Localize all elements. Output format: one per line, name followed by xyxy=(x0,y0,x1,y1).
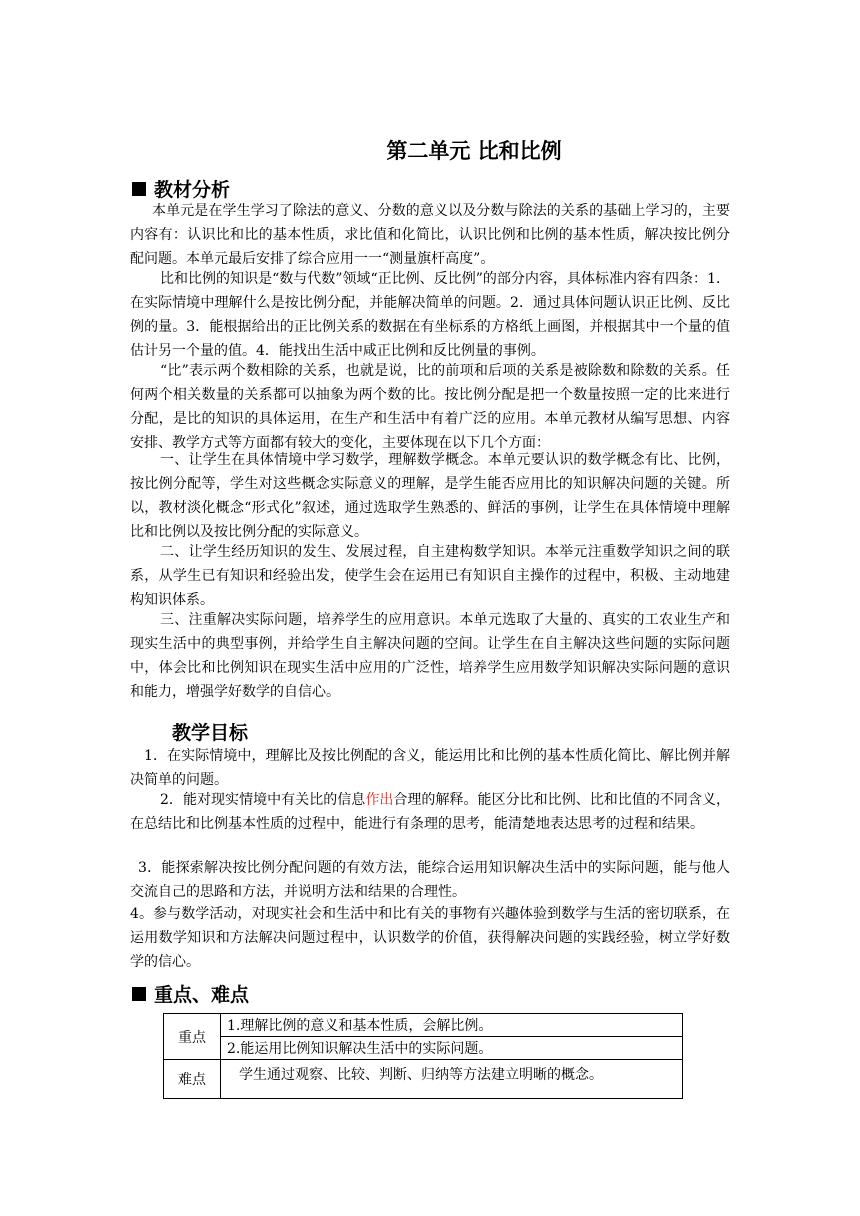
paragraph: 本单元是在学生学习了除法的意义、分数的意义以及分数与除法的关系的基础上学习的，主要内容有：认识比和比的基本性质，求比值和化简比，认识比例和比例的基本性质，解决按比例分配问题。本单元最后安排了综合应用一一“测量旗杆高度”。 xyxy=(130,203,730,267)
section-heading-goals: 教学目标 xyxy=(172,722,249,744)
table-row xyxy=(164,1060,683,1099)
table-cell: 学生通过观察、比较、判断、归纳等方法建立明晰的概念。 xyxy=(221,1060,683,1099)
difficulty-label-cell: 难点 xyxy=(164,1060,221,1099)
table-cell: 2.能运用比例知识解决生活中的实际问题。 xyxy=(221,1037,683,1060)
table-row xyxy=(164,1014,683,1037)
section-heading-key-points xyxy=(132,980,249,1007)
goal-item: 3．能探索解决按比例分配问题的有效方法，能综合运用知识解决生活中的实际问题，能与他人交流自己的思路和方法，并说明方法和结果的合理性。 xyxy=(130,860,730,900)
page-title: 第二单元 比和比例 xyxy=(386,139,562,163)
key-points-table xyxy=(163,1013,683,1099)
goal-item xyxy=(130,788,730,836)
square-bullet-icon xyxy=(132,182,146,196)
goal-item: 1．在实际情境中，理解比及按比例配的含义，能运用比和比例的基本性质化简比、解比例并解决简单的问题。 xyxy=(130,748,730,788)
section-heading-analysis xyxy=(132,175,230,202)
goal-text: 合理的解释。能区分比和比例、比和比值的不同含义，在总结比和比例基本性质的过程中，能进行有条理的思考，能清楚地表达思考的过程和结果。 xyxy=(130,792,730,832)
heading-text: 重点、难点 xyxy=(154,984,250,1006)
highlighted-text: 作出 xyxy=(365,792,394,808)
paragraph: “比”表示两个数相除的关系，也就是说，比的前项和后项的关系是被除数和除数的关系。任何两个相关数量的关系都可以抽象为两个数的比。按比例分配是把一个数量按照一定的比来进行分配，是比的知识的具体运用，在生产和生活中有着广泛的应用。本单元教材从编写思想、内容安排、教学方式等方面都有较大的变化，主要体现在以下几个方面： xyxy=(130,363,730,451)
table-row xyxy=(164,1037,683,1060)
key-label-cell: 重点 xyxy=(164,1014,221,1060)
paragraph: 二、让学生经历知识的发生、发展过程，自主建构数学知识。本举元注重数学知识之间的联系，从学生已有知识和经验出发，使学生会在运用已有知识自主操作的过程中，积极、主动地建构知识体系。 xyxy=(130,544,730,608)
square-bullet-icon xyxy=(132,987,146,1001)
table-cell: 1.理解比例的意义和基本性质，会解比例。 xyxy=(221,1014,683,1037)
paragraph: 一、让学生在具体情境中学习数学，理解数学概念。本单元要认识的数学概念有比、比例，按比例分配等，学生对这些概念实际意义的理解，是学生能否应用比的知识解决问题的关键。所以，教材淡化概念“形式化”叙述，通过选取学生熟悉的、鲜活的事例，让学生在具体情境中理解比和比例以及按比例分配的实际意义。 xyxy=(130,452,730,540)
goal-text: 2．能对现实情境中有关比的信息 xyxy=(160,792,366,808)
paragraph: 三、注重解决实际问题，培养学生的应用意识。本单元选取了大量的、真实的工农业生产和现实生活中的典型事例，并给学生自主解决问题的空间。让学生在自主解决这些问题的实际问题中，体会比和比例知识在现实生活中应用的广泛性，培养学生应用数学知识解决实际问题的意识和能力，增强学好数学的自信心。 xyxy=(130,612,730,700)
paragraph: 比和比例的知识是“数与代数”领域“正比例、反比例”的部分内容，具体标准内容有四条：1．在实际情境中理解什么是按比例分配，并能解决简单的问题。2．通过具体问题认识正比例、反比例的量。3．能根据给出的正比例关系的数据在有坐标系的方格纸上画图，并根据其中一个量的值估计另一个量的值。4．能找出生活中咸正比例和反比例量的事例。 xyxy=(130,271,730,359)
heading-text: 教材分析 xyxy=(154,179,231,201)
goal-item: 4。参与数学活动，对现实社会和生活中和比有关的事物有兴趣体验到数学与生活的密切联系，在运用数学知识和方法解决问题过程中，认识数学的价值，获得解决问题的实践经验，树立学好数学的信心。 xyxy=(130,906,730,970)
